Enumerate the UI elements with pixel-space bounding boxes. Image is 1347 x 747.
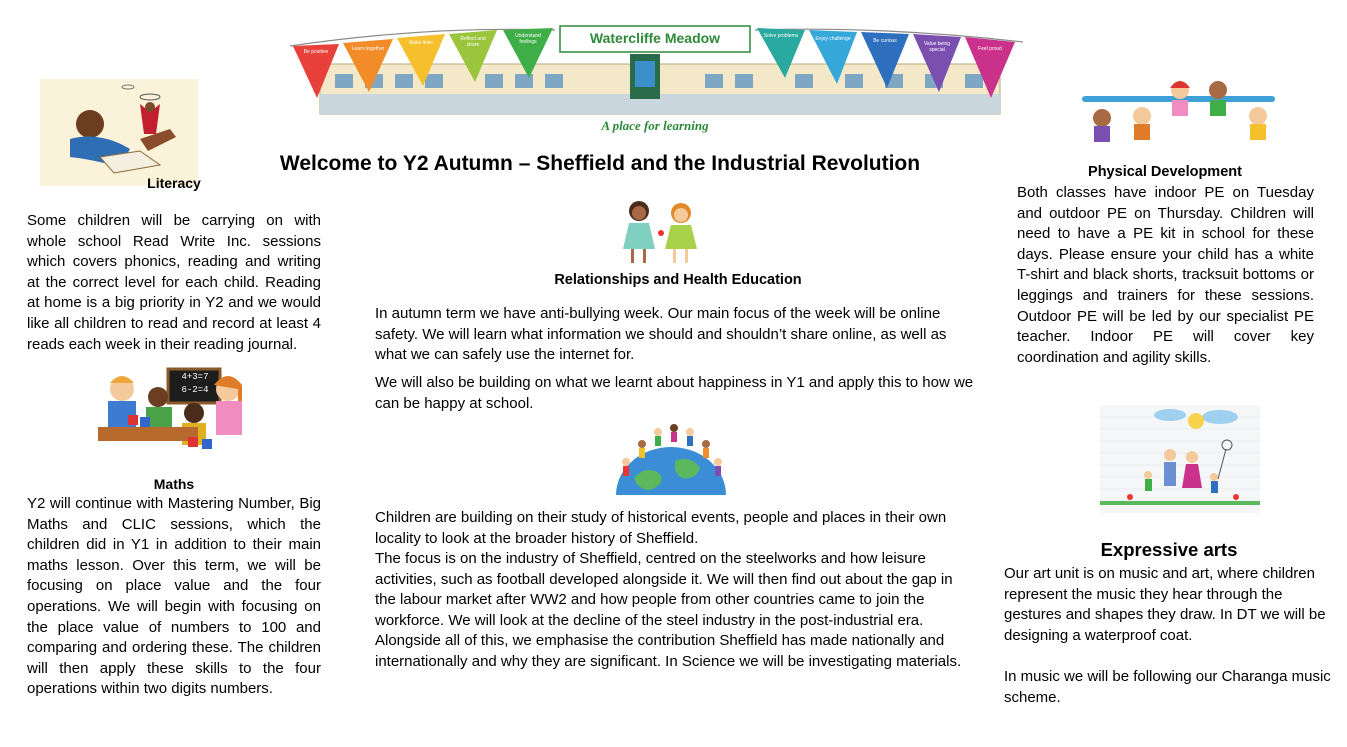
flag-label: Make links xyxy=(409,40,433,46)
arts-heading: Expressive arts xyxy=(1100,539,1238,560)
rhe-paragraph-2: We will also be building on what we learnt about happiness in Y1 and apply this to how we can be happy at school. xyxy=(375,374,974,412)
rhe-paragraph-1: In autumn term we have anti-bullying week. Our main focus of the week will be online safety. We will learn what information we should and shouldn’t share online, as well as what we can safely use the internet for. xyxy=(375,305,947,364)
school-name: Watercliffe Meadow xyxy=(589,30,721,46)
literacy-text: Some children will be carrying on with whole school Read Write Inc. sessions which covers phonics, reading and writing at the correct level for each child. Reading at home is a big priority in Y2 and we would like all children to read and record at least 4 reads each week in their reading journal. xyxy=(27,212,321,353)
maths-board-line: 6-2=4 xyxy=(181,385,209,395)
globe-children-image xyxy=(612,420,730,495)
flag-label: Solve problems xyxy=(763,33,799,39)
flag-label: Understand feelings xyxy=(515,33,541,45)
topic-paragraph-1: Children are building on their study of historical events, people and places in their own locality to look at the broader history of Sheffield. xyxy=(375,509,947,547)
literacy-reading-child-image xyxy=(40,79,198,186)
flag-label: Learn together xyxy=(351,46,385,52)
pe-heading: Physical Development xyxy=(1088,164,1242,180)
flag-label: Feel proud xyxy=(978,46,1002,52)
topic-paragraph-2: The focus is on the industry of Sheffield, centred on the steelworks and how leisure activities, such as football developed alongside it. We will then find out about the gap in the labour market after WW2 and how people from other countries came to join the workforce. We will look at the decline of the steel industry in the post-industrial era. Alongside all of this, we emphasise the contribution Sheffield has made nationally and internationally and why they are significant. In Science we will be investigating materials. xyxy=(375,550,962,670)
flag-label: Enjoy challenge xyxy=(815,36,851,42)
flag-label: Be positive xyxy=(303,49,329,55)
pe-children-bar-image xyxy=(1082,80,1275,152)
literacy-heading: Literacy xyxy=(147,175,201,191)
flag-label: Be curious xyxy=(873,38,897,44)
friends-image xyxy=(617,199,707,267)
school-tagline: A place for learning xyxy=(601,118,709,133)
flag-label: Value being special xyxy=(923,41,951,53)
pe-text: Both classes have indoor PE on Tuesday and outdoor PE on Thursday. Children will need to have a PE kit in school for these days. Please ensure your child has a white T-shirt and black shorts, tracksuit bottoms or leggings and trainers for these sessions. Outdoor PE will be led by our specialist PE teacher. Indoor PE will cover key coordination and agility skills. xyxy=(1017,184,1314,366)
maths-children-image xyxy=(98,367,250,459)
maths-heading: Maths xyxy=(153,476,195,492)
maths-text: Y2 will continue with Mastering Number, Big Maths and CLIC sessions, which the children did in Y1 in addition to their main maths lesson. Over this term, we will be focusing on place value and the four operations. We will begin with focusing on the place value of numbers to 100 and comparing and ordering these. The children will then apply these skills to the four operations within two digits numbers. xyxy=(27,495,321,698)
rhe-heading: Relationships and Health Education xyxy=(554,272,802,288)
arts-paragraph-1: Our art unit is on music and art, where children represent the music they hear through the gestures and shapes they draw. In DT we will be designing a waterproof coat. xyxy=(1004,565,1326,644)
maths-board-line: 4+3=7 xyxy=(181,372,209,382)
school-banner xyxy=(285,6,1025,136)
family-drawing-image xyxy=(1100,405,1260,513)
arts-paragraph-2: In music we will be following our Charanga music scheme. xyxy=(1004,668,1331,706)
flag-label: Reflect and share xyxy=(460,36,486,48)
page-title: Welcome to Y2 Autumn – Sheffield and the Industrial Revolution xyxy=(279,152,921,175)
